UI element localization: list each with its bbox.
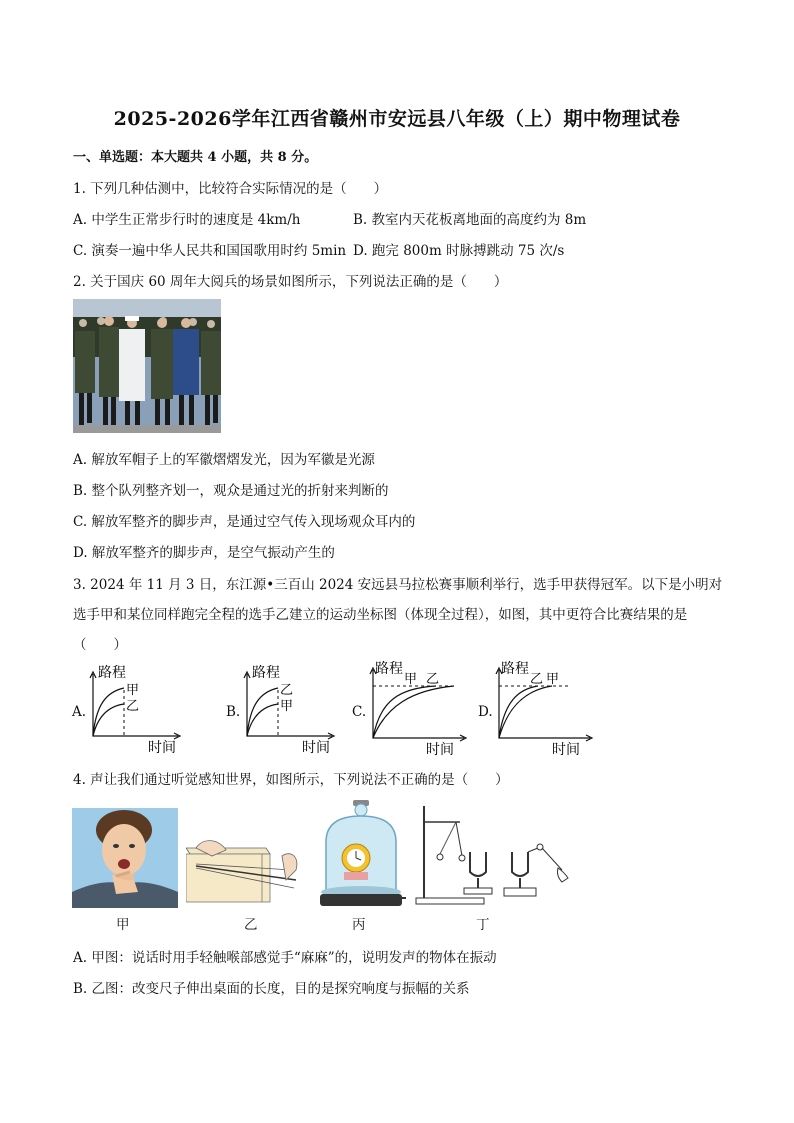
graph-c-letter: C.	[352, 704, 367, 720]
graph-c-ylabel: 路程	[375, 661, 403, 677]
tuning-fork-pendulum-icon	[412, 800, 572, 908]
graph-d-letter: D.	[478, 704, 493, 720]
bell-jar-clock-icon	[316, 798, 406, 910]
graph-d-xlabel: 时间	[552, 742, 580, 758]
q1-option-d: D. 跑完 800m 时脉搏跳动 75 次/s	[353, 243, 565, 259]
graph-d-first-label: 乙	[530, 672, 544, 687]
graph-b-letter: B.	[226, 704, 241, 720]
graph-c-first-label: 甲	[404, 672, 418, 687]
question-2-stem: 2. 关于国庆 60 周年大阅兵的场景如图所示，下列说法正确的是（ ）	[73, 274, 508, 290]
q2-option-c: C. 解放军整齐的脚步声，是通过空气传入现场观众耳内的	[73, 514, 416, 530]
graph-d-second-label: 甲	[546, 672, 560, 687]
graph-b-bottom-label: 甲	[280, 699, 294, 714]
graph-a	[86, 660, 196, 760]
q1-option-a: A. 中学生正常步行时的速度是 4km/h	[73, 212, 301, 228]
question-3-line3: （ ）	[73, 637, 127, 653]
question-1-stem: 1. 下列几种估测中，比较符合实际情况的是（ ）	[73, 181, 388, 197]
graph-c-second-label: 乙	[426, 672, 440, 687]
parade-photo-icon	[73, 299, 221, 433]
figure-yi-label: 乙	[244, 917, 258, 933]
graph-d	[492, 656, 602, 760]
q2-option-b: B. 整个队列整齐划一，观众是通过光的折射来判断的	[73, 483, 389, 499]
q1-option-c: C. 演奏一遍中华人民共和国国歌用时约 5min	[73, 243, 347, 259]
graph-a-top-label: 甲	[126, 683, 140, 698]
graph-c-xlabel: 时间	[426, 742, 454, 758]
graph-a-ylabel: 路程	[98, 665, 126, 681]
question-3-line2: 选手甲和某位同样跑完全程的选手乙建立的运动坐标图（体现全过程），如图，其中更符合比赛结果的是	[73, 607, 688, 623]
q4-option-b: B. 乙图：改变尺子伸出桌面的长度，目的是探究响度与振幅的关系	[73, 981, 470, 997]
section-heading: 一、单选题：本大题共 4 小题，共 8 分。	[73, 150, 318, 165]
graph-b	[240, 660, 350, 760]
q2-option-a: A. 解放军帽子上的军徽熠熠发光，因为军徽是光源	[73, 452, 375, 468]
graph-b-top-label: 乙	[280, 683, 294, 698]
figure-jia-label: 甲	[116, 917, 130, 933]
graph-a-xlabel: 时间	[148, 740, 176, 756]
q1-option-b: B. 教室内天花板离地面的高度约为 8m	[353, 212, 587, 228]
question-3-line1: 3. 2024 年 11 月 3 日，东江源•三百山 2024 安远县马拉松赛事顺利举行，选手甲获得冠军。以下是小明对	[73, 577, 723, 593]
graph-a-bottom-label: 乙	[126, 699, 140, 714]
graph-b-ylabel: 路程	[252, 665, 280, 681]
graph-b-xlabel: 时间	[302, 740, 330, 756]
q4-option-a: A. 甲图：说话时用手轻触喉部感觉手“麻麻”的，说明发声的物体在振动	[73, 950, 497, 966]
figure-bing-label: 丙	[352, 917, 366, 933]
boy-speaking-photo-icon	[72, 808, 178, 908]
graph-c	[366, 656, 476, 760]
graph-a-letter: A.	[72, 704, 87, 720]
graph-d-ylabel: 路程	[501, 661, 529, 677]
question-4-stem: 4. 声让我们通过听觉感知世界，如图所示，下列说法不正确的是（ ）	[73, 772, 509, 788]
ruler-desk-icon	[186, 836, 310, 908]
page-title: 2025-2026学年江西省赣州市安远县八年级（上）期中物理试卷	[113, 108, 681, 130]
figure-ding-label: 丁	[476, 917, 490, 933]
q2-option-d: D. 解放军整齐的脚步声，是空气振动产生的	[73, 545, 335, 561]
